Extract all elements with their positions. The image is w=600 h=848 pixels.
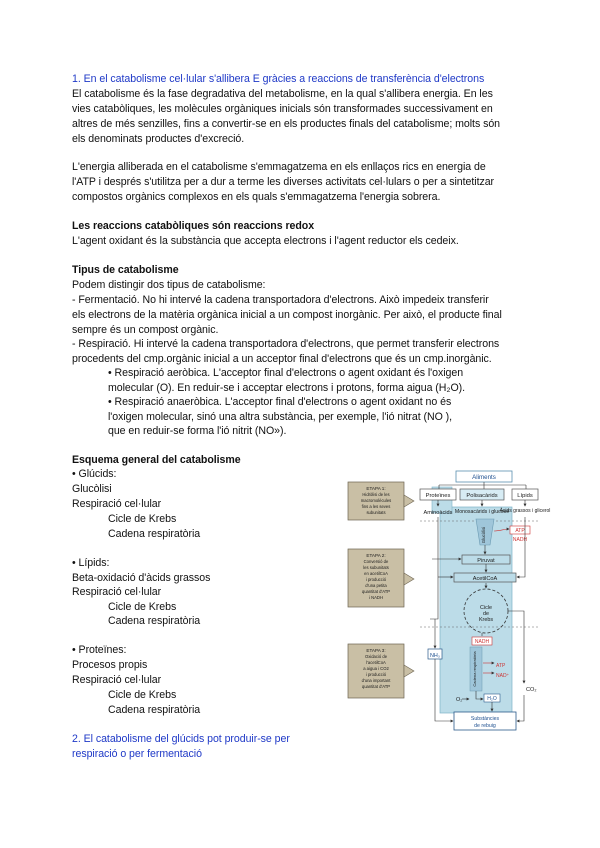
lipids-item: • Lípids:	[72, 557, 110, 569]
svg-text:quantitat d'ATP: quantitat d'ATP	[361, 684, 391, 689]
etapa1-label: ETAPA 1:	[366, 486, 386, 491]
redox-heading: Les reaccions catabòliques són reaccions redox	[72, 220, 315, 232]
section2-heading-line1: 2. El catabolisme del glúcids pot produir-se per	[72, 733, 290, 745]
tipus-sub-line: • Respiració aeròbica. L'acceptor final d'electrons o agent oxidant és l'oxigen	[108, 367, 464, 379]
lipids-item: Beta-oxidació d'àcids grassos	[72, 572, 211, 584]
etapa1-box	[348, 482, 414, 520]
tipus-line: - Fermentació. No hi intervé la cadena transportadora d'electrons. Això impedeix transferir	[72, 294, 489, 306]
label-acetilcoa: AcetilCoA	[472, 576, 498, 582]
svg-text:i NADH: i NADH	[369, 595, 383, 600]
glucids-item: Respiració cel·lular	[72, 498, 162, 510]
section1-para1-line2: vies catabòliques, les molècules orgàniques inicials són transformades successivament en	[72, 103, 493, 115]
proteines-item: Cicle de Krebs	[108, 689, 177, 701]
label-co2: CO₂	[526, 687, 537, 693]
section1-para2-line3: compostos orgànics complexos en els quals s'emmagatzema l'energia sobrera.	[72, 191, 441, 203]
svg-text:d'una important: d'una important	[361, 678, 391, 683]
label-acids-grassos: Àcids grassos i glicerol	[499, 508, 551, 514]
section1-para1-line3: altres de més senzilles, fins a convertir-se en els productes finals del catabolisme; molts són	[72, 118, 501, 130]
lipids-item: Respiració cel·lular	[72, 586, 162, 598]
label-nh3: NH₃	[430, 653, 440, 659]
label-lipids: Lípids	[517, 493, 533, 499]
redox-text: L'agent oxidant és la substància que accepta electrons i l'agent reductor els cedeix.	[72, 235, 459, 247]
proteines-item: • Proteïnes:	[72, 644, 127, 656]
svg-text:les subunitats: les subunitats	[363, 565, 389, 570]
label-nad: NAD⁺	[496, 673, 510, 679]
tipus-sub-line: molecular (O). En reduir-se i acceptar electrons i protons, forma aigua (H₂O).	[108, 382, 466, 394]
label-nadh-mid: NADH	[474, 639, 490, 645]
svg-text:Oxidació de: Oxidació de	[364, 654, 388, 659]
label-glucolisi: Glucòlisi	[481, 526, 486, 544]
esquema-heading: Esquema general del catabolisme	[72, 454, 241, 466]
svg-text:a aigua i CO2: a aigua i CO2	[363, 666, 389, 671]
label-atp-bottom: ATP	[496, 663, 506, 669]
glucids-item: Glucòlisi	[72, 483, 112, 495]
label-aminoacids: Aminoàcids	[423, 510, 453, 516]
svg-text:fins a les seves: fins a les seves	[361, 504, 391, 509]
catabolism-diagram	[344, 469, 551, 733]
label-aliments: Aliments	[472, 474, 496, 481]
tipus-heading: Tipus de catabolisme	[72, 264, 179, 276]
label-krebs-3: Krebs	[478, 617, 494, 623]
label-nadh-top: NADH	[512, 537, 528, 543]
label-o2: O₂	[456, 697, 463, 703]
tipus-line: - Respiració. Hi intervé la cadena transportadora d'electrons, que permet transferir electrons	[72, 338, 500, 350]
label-krebs-1: Cicle	[480, 605, 492, 611]
svg-text:subunitats: subunitats	[366, 510, 386, 515]
label-h2o: H₂O	[487, 696, 497, 702]
label-atp-top: ATP	[515, 528, 525, 534]
svg-text:Conversió de: Conversió de	[363, 559, 389, 564]
tipus-line: sempre és un compost orgànic.	[72, 324, 219, 336]
svg-text:en acetilCoA: en acetilCoA	[364, 571, 388, 576]
proteines-item: Procesos propis	[72, 659, 148, 671]
glucids-item: • Glúcids:	[72, 468, 117, 480]
section1-para2-line2: l'ATP i després s'utilitza per a dur a terme les diverses activitats cel·lulars o per a sintetitzar	[72, 176, 495, 188]
label-monosacarids: Monosacàrids i glucose	[454, 509, 510, 515]
svg-text:macromolècules: macromolècules	[360, 498, 392, 503]
proteines-item: Cadena respiratòria	[108, 704, 201, 716]
tipus-sub-line: que en reduir-se forma l'ió nitrit (NO»).	[108, 425, 287, 437]
label-cadena: Cadena respiratòria	[472, 651, 477, 687]
svg-text:quantitat d'ATP: quantitat d'ATP	[361, 589, 391, 594]
lipids-item: Cicle de Krebs	[108, 601, 177, 613]
lipids-item: Cadena respiratòria	[108, 615, 201, 627]
svg-text:i producció: i producció	[365, 672, 387, 677]
svg-text:ETAPA 2:: ETAPA 2:	[366, 553, 386, 558]
svg-text:l'acetilCoA: l'acetilCoA	[366, 660, 386, 665]
label-polisacarids: Polisacàrids	[466, 493, 498, 499]
section1-para1-line4: els denominats productes d'excreció.	[72, 133, 245, 145]
section1-para1-line1: El catabolisme és la fase degradativa del metabolisme, en la qual s'allibera energia. En les	[72, 88, 493, 100]
section2-heading-line2: respiració o per fermentació	[72, 748, 202, 760]
svg-text:ETAPA 3:: ETAPA 3:	[366, 648, 386, 653]
label-residus-1: Substàncies	[470, 716, 500, 722]
tipus-sub-line: • Respiració anaeròbica. L'acceptor final d'electrons o agent oxidant no és	[108, 396, 452, 408]
label-piruvat: Piruvat	[477, 558, 495, 564]
etapa3-box	[348, 644, 414, 698]
svg-text:Hidròlisi de les: Hidròlisi de les	[362, 492, 390, 497]
section1-para2-line1: L'energia alliberada en el catabolisme s'emmagatzema en els enllaços rics en energia de	[72, 161, 486, 173]
svg-text:d'una petita: d'una petita	[365, 583, 387, 588]
label-krebs-2: de	[483, 611, 489, 617]
tipus-line: procedents del cmp.orgànic inicial a un acceptor final d'electrons que és un cmp.inorgànic.	[72, 353, 492, 365]
svg-text:i producció: i producció	[365, 577, 387, 582]
glucids-item: Cicle de Krebs	[108, 513, 177, 525]
tipus-line: Podem distingir dos tipus de catabolisme:	[72, 279, 266, 291]
proteines-item: Respiració cel·lular	[72, 674, 162, 686]
tipus-line: els electrons de la matèria orgànica inicial a un compost inorgànic. Per això, el producte final	[72, 309, 502, 321]
glucids-item: Cadena respiratòria	[108, 528, 201, 540]
section1-heading: 1. En el catabolisme cel·lular s'allibera E gràcies a reaccions de transferència d'electrons	[72, 73, 485, 85]
label-proteines: Proteïnes	[425, 493, 451, 499]
etapa2-box	[348, 549, 414, 607]
label-residus-2: de rebuig	[474, 723, 496, 729]
tipus-sub-line: l'oxigen molecular, sinó una altra substància, per exemple, l'ió nitrat (NO ),	[108, 411, 453, 423]
